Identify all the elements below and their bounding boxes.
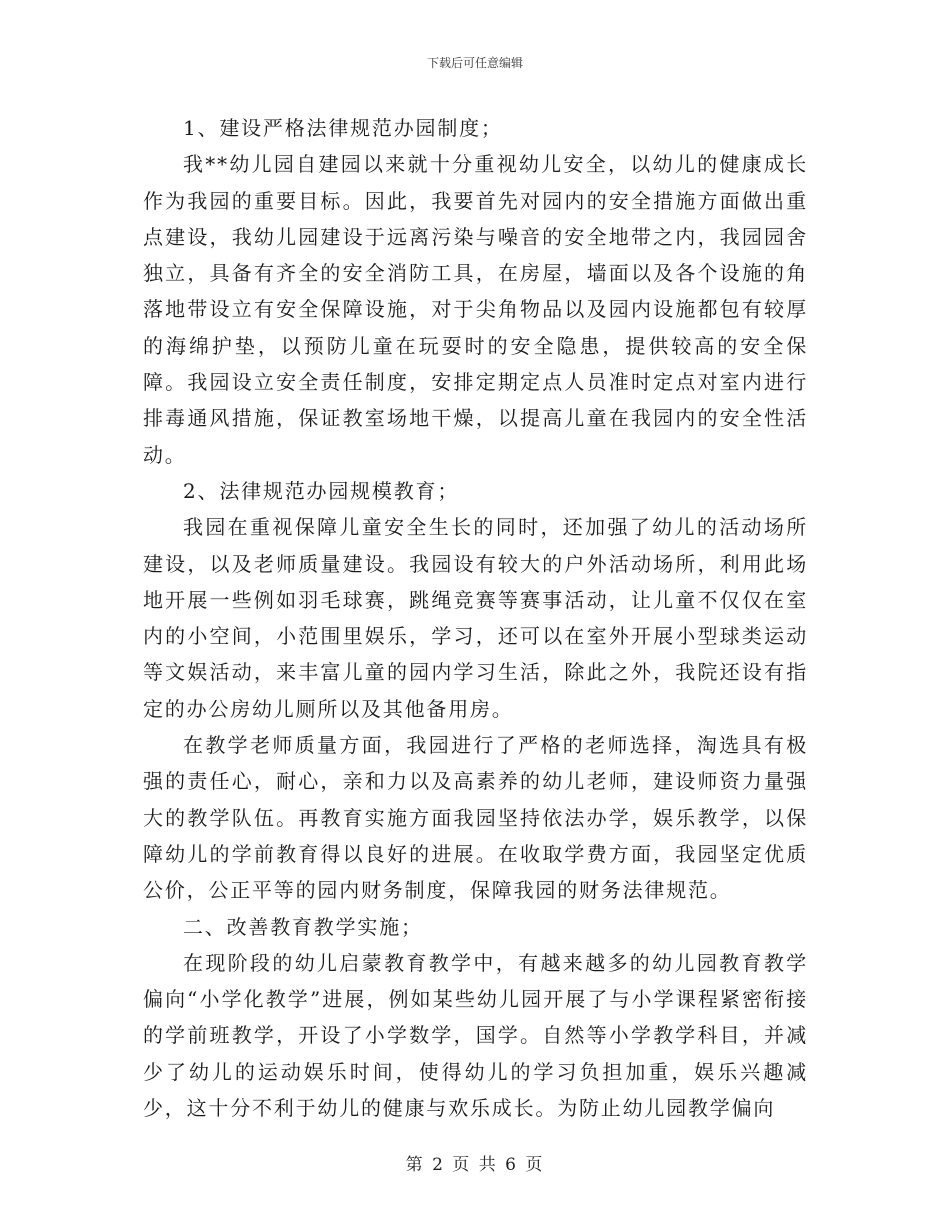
section-heading-3: 二、改善教育教学实施；: [183, 914, 423, 939]
page-number: 第 2 页 共 6 页: [405, 1155, 545, 1175]
paragraph-facilities: 我园在重视保障儿童安全生长的同时，还加强了幼儿的活动场所建设，以及老师质量建设。我园设有较大的户外活动场所，利用此场地开展一些例如羽毛球赛，跳绳竞赛等赛事活动，让儿童不仅仅在室内的小空间，小范围里娱乐，学习，还可以在室外开展小型球类运动等文娱活动，来丰富儿童的园内学习生活，除此之外，我院还设有指定的办公房幼儿厕所以及其他备用房。: [143, 515, 808, 721]
section-heading-2: 2、法律规范办园规模教育；: [183, 478, 460, 503]
page-header-note: 下载后可任意编辑: [426, 56, 523, 70]
paragraph-safety: 我**幼儿园自建园以来就十分重视幼儿安全，以幼儿的健康成长作为我园的重要目标。因此，我要首先对园内的安全措施方面做出重点建设，我幼儿园建设于远离污染与噪音的安全地带之内，我园园舍独立，具备有齐全的安全消防工具，在房屋，墙面以及各个设施的角落地带设立有安全保障设施，对于尖角物品以及园内设施都包有较厚的海绵护垫，以预防儿童在玩耍时的安全隐患，提供较高的安全保障。我园设立安全责任制度，安排定期定点人员准时定点对室内进行排毒通风措施，保证教室场地干燥，以提高儿童在我园内的安全性活动。: [143, 152, 808, 467]
document-body: [143, 110, 808, 1126]
paragraph-teaching: 在现阶段的幼儿启蒙教育教学中，有越来越多的幼儿园教育教学偏向“小学化教学”进展，例如某些幼儿园开展了与小学课程紧密衔接的学前班教学，开设了小学数学，国学。自然等小学教学科目，并减少了幼儿的运动娱乐时间，使得幼儿的学习负担加重，娱乐兴趣减少，这十分不利于幼儿的健康与欢乐成长。为防止幼儿园教学偏向: [143, 950, 808, 1121]
section-heading-1: 1、建设严格法律规范办园制度；: [183, 116, 503, 140]
paragraph-teachers: 在教学老师质量方面，我园进行了严格的老师选择，淘选具有极强的责任心，耐心，亲和力以及高素养的幼儿老师，建设师资力量强大的教学队伍。再教育实施方面我园坚持依法办学，娱乐教学，以保障幼儿的学前教育得以良好的进展。在收取学费方面，我园坚定优质公价，公正平等的园内财务制度，保障我园的财务法律规范。: [143, 733, 808, 903]
